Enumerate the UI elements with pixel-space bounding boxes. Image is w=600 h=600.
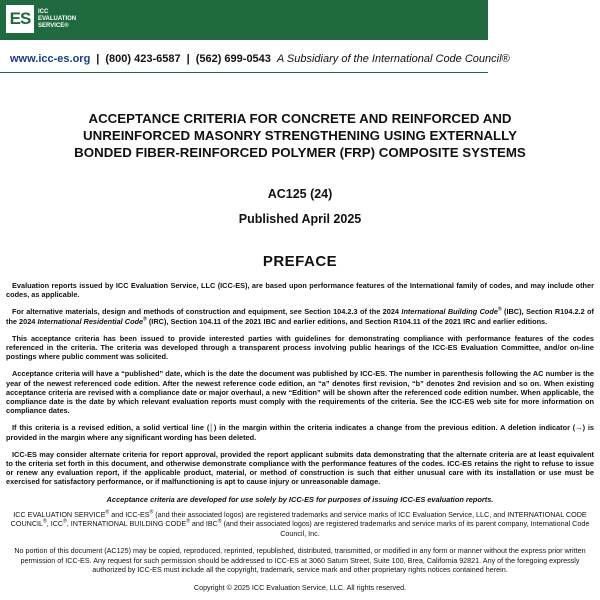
logo-line-1: ICC: [38, 8, 49, 15]
paragraph-3: This acceptance criteria has been issued to provide interested parties with guidelines for demonstrating compliance with performance features of the codes referenced in the criteria. The criteria was developed through a transparent process involving public hearings of the ICC-ES Evaluation Committee, and/or on-line postings where public comment was solicited.: [6, 333, 594, 362]
title-line: ACCEPTANCE CRITERIA FOR CONCRETE AND REINFORCED AND: [88, 111, 512, 126]
trademark-notice: ICC EVALUATION SERVICE® and ICC-ES® (and their associated logos) are registered trademarks and service marks of ICC Evaluation Service, LLC, and INTERNATIONAL CODE COUNCIL®, ICC®, INTERNATIONAL BUILDING CODE® and IBC® (and their associated logos) are registered trademarks and service marks of its parent company, International Code Council, Inc.: [10, 509, 590, 538]
paragraph-5: If this criteria is a revised edition, a solid vertical line (│) in the margin within the criteria indicates a change from the previous edition. A deletion indicator (→) is provided in the margin where any significant wording has been deleted.: [6, 423, 594, 442]
preface-heading: PREFACE: [262, 253, 338, 270]
phone-2: (562) 699-0543: [195, 53, 271, 65]
brand-bar: [0, 0, 488, 40]
header-rule: [0, 72, 488, 73]
paragraph-4: Acceptance criteria will have a “published” date, which is the date the document was published by ICC-ES. The number in parenthesis following the AC number is the year of the newest referenced code edition. After the newest reference code edition, an “a” denotes first revision, “b” denotes 2nd revision and so on. When existing acceptance criteria are revised with a compliance date or major overhaul, a new “Edition” will be shown after the referenced code edition number. When applicable, the compliance date is the date by which relevant evaluation reports must comply with the requirements of the criteria. See the ICC-ES web site for more information on compliance dates.: [6, 369, 594, 416]
contact-row: [0, 50, 600, 68]
logo-text: [38, 9, 76, 30]
website-link[interactable]: www.icc-es.org: [10, 53, 91, 65]
paragraph-2: For alternative materials, design and methods of construction and equipment, see Section 104.2.3 of the 2024 International Building Code® (IBC), Section R104.2.2 of the 2024 International Residential Code® (IRC), Section 104.11 of the 2021 IBC and earlier editions, and Section R104.11 of the 2021 IRC and earlier editions.: [6, 306, 594, 326]
preface-body: [6, 281, 594, 592]
logo-line-3: SERVICE®: [38, 22, 69, 29]
published-date: Published April 2025: [238, 212, 362, 226]
copyright: Copyright © 2025 ICC Evaluation Service, LLC. All rights reserved.: [193, 582, 407, 592]
subsidiary-note: A Subsidiary of the International Code Council®: [276, 53, 510, 65]
separator: |: [96, 53, 100, 65]
title-line: UNREINFORCED MASONRY STRENGTHENING USING EXTERNALLY: [83, 128, 517, 143]
italic-note: Acceptance criteria are developed for use solely by ICC-ES for purposes of issuing ICC-ES evaluation reports.: [106, 494, 494, 504]
icc-es-logo[interactable]: [6, 5, 76, 33]
reproduction-notice: No portion of this document (AC125) may be copied, reproduced, reprinted, republished, distributed, transmitted, or modified in any form or manner without the express prior written permission of ICC-ES. Any request for such permission should be addressed to ICC-ES at 3060 Saturn Street, Suite 100, Brea, California 92821. Any of the foregoing expressly authorized by ICC-ES must include all the copyright, trademark, service mark and other proprietary rights notices contained herein.: [14, 546, 586, 575]
logo-line-2: EVALUATION: [38, 15, 77, 22]
paragraph-1: Evaluation reports issued by ICC Evaluation Service, LLC (ICC-ES), are based upon performance features of the International family of codes, and may include other codes, as applicable.: [6, 281, 594, 300]
logo-mark: ES: [6, 5, 34, 33]
criteria-code: AC125 (24): [267, 187, 333, 201]
paragraph-6: ICC-ES may consider alternate criteria for report approval, provided the report applicant submits data demonstrating that the alternate criteria are at least equivalent to the criteria set forth in this document, and otherwise demonstrate compliance with the performance features of the codes. ICC-ES retains the right to refuse to issue or renew any evaluation report, if the applicable product, material, or method of construction is such that either unusual care with its installation or use must be exercised for satisfactory performance, or if malfunctioning is apt to cause injury or unreasonable damage.: [6, 449, 594, 487]
document-title: [0, 110, 600, 161]
separator: |: [186, 53, 190, 65]
title-line: BONDED FIBER-REINFORCED POLYMER (FRP) COMPOSITE SYSTEMS: [74, 145, 526, 160]
phone-1: (800) 423-6587: [105, 53, 181, 65]
